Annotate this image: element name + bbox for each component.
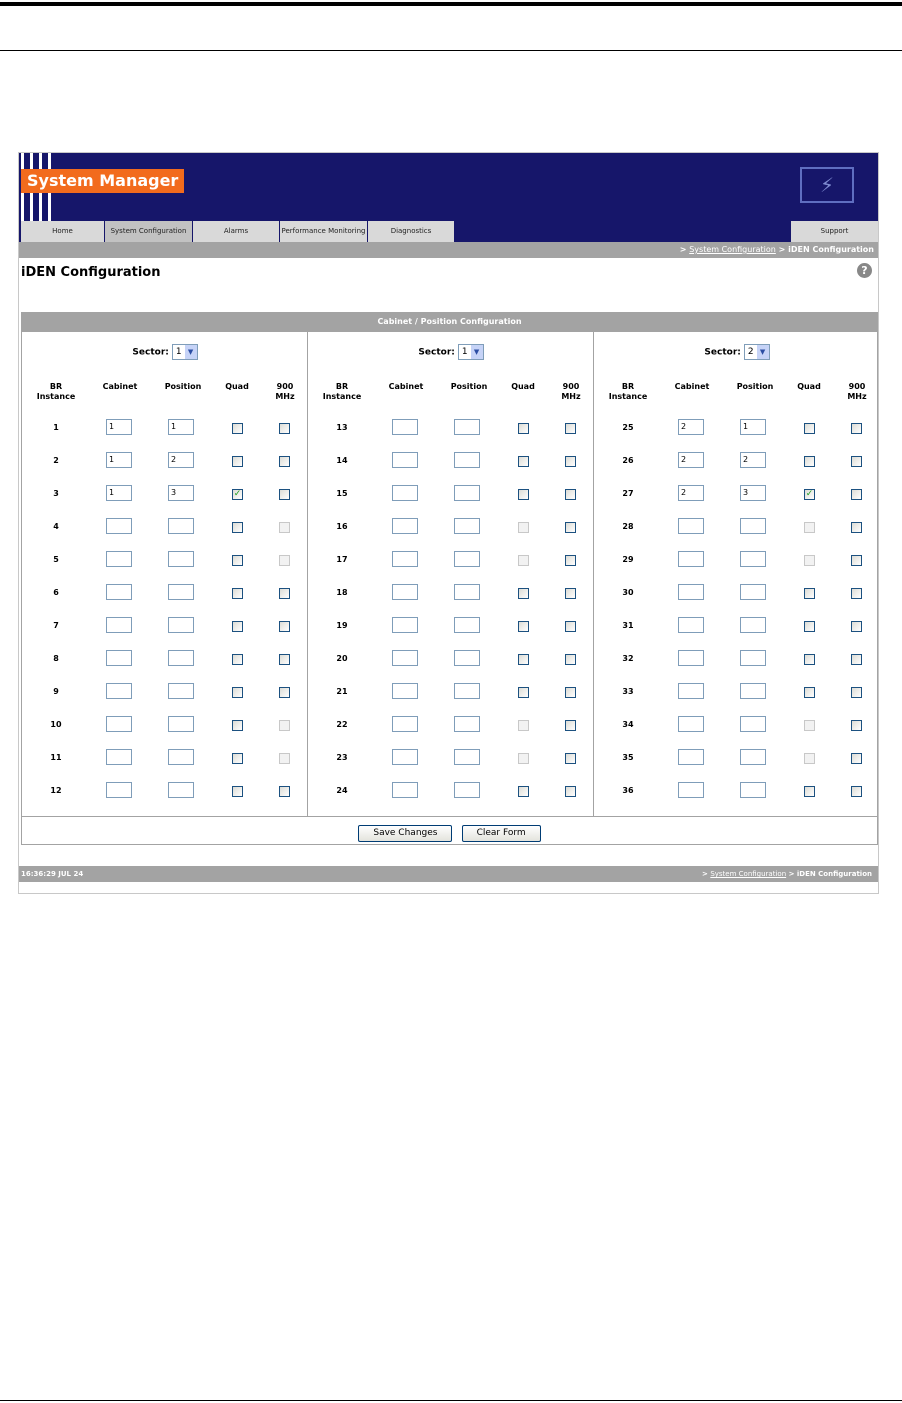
position-input[interactable] — [454, 584, 480, 600]
position-input[interactable]: 1 — [168, 419, 194, 435]
cabinet-input[interactable] — [106, 650, 132, 666]
900-mhz-checkbox[interactable] — [279, 621, 290, 632]
900-mhz-checkbox[interactable] — [851, 522, 862, 533]
cabinet-input[interactable] — [392, 452, 418, 468]
br-instance-number: 23 — [336, 753, 348, 762]
cabinet-input[interactable] — [106, 782, 132, 798]
900-mhz-checkbox[interactable] — [565, 786, 576, 797]
br-instance-number: 32 — [622, 654, 634, 663]
header-br-instance: BR Instance — [36, 382, 76, 401]
position-input[interactable]: 3 — [168, 485, 194, 501]
900-mhz-checkbox[interactable] — [279, 654, 290, 665]
position-input[interactable] — [454, 518, 480, 534]
br-instance-number: 36 — [622, 786, 634, 795]
br-instance-number: 33 — [622, 687, 634, 696]
br-instance-number: 29 — [622, 555, 634, 564]
quad-checkbox[interactable] — [232, 753, 243, 764]
form-buttons — [22, 820, 877, 842]
900-mhz-checkbox[interactable] — [851, 588, 862, 599]
cabinet-input[interactable] — [106, 551, 132, 567]
900-mhz-checkbox[interactable] — [279, 687, 290, 698]
br-instance-number: 22 — [336, 720, 348, 729]
900-mhz-checkbox[interactable] — [851, 456, 862, 467]
document-header-rule — [0, 50, 902, 51]
br-instance-number: 8 — [53, 654, 59, 663]
cabinet-input[interactable] — [392, 551, 418, 567]
section-header: Cabinet / Position Configuration — [21, 312, 878, 331]
tab-home[interactable]: Home — [21, 221, 105, 242]
position-input[interactable] — [740, 683, 766, 699]
900-mhz-checkbox[interactable] — [565, 654, 576, 665]
position-input[interactable] — [168, 683, 194, 699]
breadcrumb-link-system-configuration[interactable]: System Configuration — [689, 245, 776, 254]
position-input[interactable] — [454, 617, 480, 633]
900-mhz-checkbox[interactable] — [565, 489, 576, 500]
position-input[interactable] — [454, 452, 480, 468]
cabinet-input[interactable]: 1 — [106, 452, 132, 468]
footer-breadcrumb — [702, 866, 872, 882]
tab-alarms[interactable]: Alarms — [193, 221, 280, 242]
position-input[interactable]: 2 — [740, 452, 766, 468]
position-input[interactable] — [168, 650, 194, 666]
position-input[interactable] — [168, 716, 194, 732]
br-instance-number: 25 — [622, 423, 634, 432]
quad-checkbox[interactable] — [518, 522, 529, 533]
sector-label: Sector: — [418, 347, 455, 358]
document-bottom-rule — [0, 1400, 902, 1401]
sector-dropdown[interactable] — [172, 344, 198, 360]
900-mhz-checkbox[interactable] — [279, 423, 290, 434]
position-input[interactable] — [454, 419, 480, 435]
sector-dropdown[interactable] — [744, 344, 770, 360]
br-instance-number: 2 — [53, 456, 59, 465]
position-input[interactable] — [168, 617, 194, 633]
sector-column — [308, 332, 594, 816]
cabinet-input[interactable] — [392, 584, 418, 600]
footer-breadcrumb-separator: > — [702, 870, 708, 878]
cabinet-input[interactable] — [392, 782, 418, 798]
br-instance-number: 9 — [53, 687, 59, 696]
cabinet-input[interactable] — [678, 749, 704, 765]
cabinet-input[interactable] — [392, 518, 418, 534]
cabinet-input[interactable] — [392, 419, 418, 435]
quad-checkbox[interactable] — [518, 621, 529, 632]
900-mhz-checkbox[interactable] — [851, 489, 862, 500]
position-input[interactable] — [740, 650, 766, 666]
position-input[interactable] — [740, 716, 766, 732]
sector-selector — [308, 344, 594, 360]
header-position: Position — [450, 382, 488, 391]
footer-link-system-configuration[interactable]: System Configuration — [710, 870, 787, 878]
br-instance-number: 14 — [336, 456, 348, 465]
position-input[interactable] — [454, 782, 480, 798]
900-mhz-checkbox[interactable] — [279, 489, 290, 500]
position-input[interactable] — [740, 617, 766, 633]
cabinet-input[interactable]: 2 — [678, 452, 704, 468]
position-input[interactable] — [168, 584, 194, 600]
banner — [19, 153, 878, 221]
sector-dropdown[interactable] — [458, 344, 484, 360]
quad-checkbox[interactable] — [518, 687, 529, 698]
header-900-mhz: 900 MHz — [561, 382, 581, 401]
position-input[interactable] — [740, 584, 766, 600]
900-mhz-checkbox[interactable] — [851, 753, 862, 764]
br-instance-number: 3 — [53, 489, 59, 498]
cabinet-input[interactable] — [678, 782, 704, 798]
quad-checkbox[interactable] — [804, 687, 815, 698]
900-mhz-checkbox[interactable] — [279, 522, 290, 533]
quad-checkbox[interactable] — [232, 621, 243, 632]
cabinet-input[interactable]: 1 — [106, 485, 132, 501]
900-mhz-checkbox[interactable] — [565, 621, 576, 632]
position-input[interactable] — [740, 518, 766, 534]
900-mhz-checkbox[interactable] — [279, 720, 290, 731]
header-cabinet: Cabinet — [388, 382, 424, 391]
br-instance-number: 12 — [50, 786, 62, 795]
sector-label: Sector: — [132, 347, 169, 358]
quad-checkbox[interactable] — [804, 522, 815, 533]
tab-diagnostics[interactable]: Diagnostics — [368, 221, 455, 242]
br-instance-number: 24 — [336, 786, 348, 795]
900-mhz-checkbox[interactable] — [851, 423, 862, 434]
header-position: Position — [164, 382, 202, 391]
br-instance-number: 10 — [50, 720, 62, 729]
quad-checkbox[interactable]: ✓ — [805, 489, 814, 499]
header-position: Position — [736, 382, 774, 391]
900-mhz-checkbox[interactable] — [565, 423, 576, 434]
cabinet-input[interactable] — [106, 584, 132, 600]
cabinet-input[interactable] — [106, 617, 132, 633]
position-input[interactable]: 3 — [740, 485, 766, 501]
position-input[interactable] — [740, 551, 766, 567]
header-br-instance: BR Instance — [608, 382, 648, 401]
position-input[interactable]: 1 — [740, 419, 766, 435]
cabinet-input[interactable] — [678, 551, 704, 567]
footer-breadcrumb-current: > iDEN Configuration — [788, 870, 872, 878]
br-instance-number: 28 — [622, 522, 634, 531]
header-quad: Quad — [225, 382, 249, 391]
breadcrumb-current: > iDEN Configuration — [778, 245, 874, 254]
monitor-icon: ⚡ — [800, 167, 854, 203]
900-mhz-checkbox[interactable] — [565, 588, 576, 599]
cabinet-input[interactable] — [392, 650, 418, 666]
quad-checkbox[interactable] — [232, 654, 243, 665]
900-mhz-checkbox[interactable] — [565, 720, 576, 731]
header-cabinet: Cabinet — [102, 382, 138, 391]
br-instance-number: 13 — [336, 423, 348, 432]
900-mhz-checkbox[interactable] — [565, 687, 576, 698]
cabinet-input[interactable] — [106, 518, 132, 534]
app-logo: System Manager — [21, 169, 184, 193]
900-mhz-checkbox[interactable] — [851, 786, 862, 797]
page-title: iDEN Configuration — [21, 265, 161, 280]
quad-checkbox[interactable] — [518, 654, 529, 665]
cabinet-input[interactable] — [106, 749, 132, 765]
quad-checkbox[interactable] — [518, 588, 529, 599]
quad-checkbox[interactable] — [232, 555, 243, 566]
900-mhz-checkbox[interactable] — [851, 720, 862, 731]
quad-checkbox[interactable] — [232, 786, 243, 797]
900-mhz-checkbox[interactable] — [851, 654, 862, 665]
quad-checkbox[interactable] — [518, 456, 529, 467]
br-instance-number: 11 — [50, 753, 62, 762]
header-900-mhz: 900 MHz — [275, 382, 295, 401]
quad-checkbox[interactable] — [232, 522, 243, 533]
position-input[interactable] — [454, 551, 480, 567]
quad-checkbox[interactable] — [804, 456, 815, 467]
br-instance-number: 21 — [336, 687, 348, 696]
br-instance-number: 5 — [53, 555, 59, 564]
br-instance-number: 1 — [53, 423, 59, 432]
cabinet-input[interactable] — [678, 584, 704, 600]
900-mhz-checkbox[interactable] — [279, 456, 290, 467]
br-instance-number: 34 — [622, 720, 634, 729]
tab-bar — [19, 221, 878, 242]
position-input[interactable] — [454, 485, 480, 501]
cabinet-input[interactable] — [392, 716, 418, 732]
sector-column — [594, 332, 879, 816]
quad-checkbox[interactable] — [518, 423, 529, 434]
position-input[interactable] — [168, 551, 194, 567]
quad-checkbox[interactable] — [804, 654, 815, 665]
chevron-down-icon[interactable]: ▼ — [185, 345, 197, 359]
br-instance-number: 27 — [622, 489, 634, 498]
quad-checkbox[interactable] — [518, 720, 529, 731]
quad-checkbox[interactable] — [232, 456, 243, 467]
cabinet-input[interactable]: 2 — [678, 419, 704, 435]
br-instance-number: 20 — [336, 654, 348, 663]
sector-selector — [22, 344, 308, 360]
900-mhz-checkbox[interactable] — [851, 687, 862, 698]
br-instance-number: 30 — [622, 588, 634, 597]
quad-checkbox[interactable] — [518, 555, 529, 566]
quad-checkbox[interactable] — [804, 555, 815, 566]
900-mhz-checkbox[interactable] — [851, 621, 862, 632]
position-input[interactable] — [740, 749, 766, 765]
cabinet-input[interactable] — [678, 518, 704, 534]
cabinet-input[interactable] — [106, 716, 132, 732]
cabinet-input[interactable] — [678, 716, 704, 732]
quad-checkbox[interactable] — [804, 423, 815, 434]
cabinet-input[interactable] — [392, 683, 418, 699]
clear-form-button[interactable]: Clear Form — [462, 825, 541, 842]
900-mhz-checkbox[interactable] — [279, 786, 290, 797]
quad-checkbox[interactable] — [804, 720, 815, 731]
900-mhz-checkbox[interactable] — [279, 753, 290, 764]
quad-checkbox[interactable] — [232, 423, 243, 434]
br-instance-number: 19 — [336, 621, 348, 630]
document-top-rule — [0, 2, 902, 6]
br-instance-number: 7 — [53, 621, 59, 630]
br-instance-number: 35 — [622, 753, 634, 762]
position-input[interactable] — [454, 749, 480, 765]
position-input[interactable] — [454, 716, 480, 732]
timestamp: 16:36:29 JUL 24 — [21, 870, 84, 878]
cabinet-input[interactable] — [106, 683, 132, 699]
quad-checkbox[interactable] — [232, 588, 243, 599]
sector-label: Sector: — [704, 347, 741, 358]
tab-system-configuration[interactable]: System Configuration — [105, 221, 193, 242]
cabinet-input[interactable] — [392, 485, 418, 501]
br-instance-number: 26 — [622, 456, 634, 465]
br-instance-number: 16 — [336, 522, 348, 531]
900-mhz-checkbox[interactable] — [279, 588, 290, 599]
quad-checkbox[interactable] — [518, 489, 529, 500]
quad-checkbox[interactable] — [232, 687, 243, 698]
position-input[interactable] — [168, 749, 194, 765]
sector-value: 1 — [461, 347, 468, 357]
cabinet-input[interactable]: 1 — [106, 419, 132, 435]
900-mhz-checkbox[interactable] — [565, 522, 576, 533]
position-input[interactable] — [740, 782, 766, 798]
br-instance-number: 17 — [336, 555, 348, 564]
chevron-down-icon[interactable]: ▼ — [471, 345, 483, 359]
position-input[interactable] — [454, 683, 480, 699]
quad-checkbox[interactable] — [804, 621, 815, 632]
quad-checkbox[interactable] — [804, 588, 815, 599]
status-footer — [19, 866, 878, 882]
quad-checkbox[interactable]: ✓ — [233, 489, 242, 499]
sector-column — [22, 332, 308, 816]
position-input[interactable] — [454, 650, 480, 666]
header-cabinet: Cabinet — [674, 382, 710, 391]
br-instance-number: 6 — [53, 588, 59, 597]
chevron-down-icon[interactable]: ▼ — [757, 345, 769, 359]
position-input[interactable] — [168, 518, 194, 534]
br-instance-number: 18 — [336, 588, 348, 597]
900-mhz-checkbox[interactable] — [565, 456, 576, 467]
sector-selector — [594, 344, 879, 360]
br-instance-number: 31 — [622, 621, 634, 630]
header-quad: Quad — [511, 382, 535, 391]
header-br-instance: BR Instance — [322, 382, 362, 401]
header-quad: Quad — [797, 382, 821, 391]
cabinet-input[interactable] — [678, 617, 704, 633]
br-instance-number: 15 — [336, 489, 348, 498]
quad-checkbox[interactable] — [232, 720, 243, 731]
900-mhz-checkbox[interactable] — [565, 753, 576, 764]
system-manager-window — [18, 152, 879, 894]
header-900-mhz: 900 MHz — [847, 382, 867, 401]
breadcrumb-separator: > — [679, 245, 687, 254]
tab-performance-monitoring[interactable]: Performance Monitoring — [280, 221, 368, 242]
quad-checkbox[interactable] — [518, 753, 529, 764]
quad-checkbox[interactable] — [518, 786, 529, 797]
save-changes-button[interactable]: Save Changes — [358, 825, 452, 842]
quad-checkbox[interactable] — [804, 753, 815, 764]
quad-checkbox[interactable] — [804, 786, 815, 797]
br-instance-number: 4 — [53, 522, 59, 531]
cabinet-input[interactable] — [392, 749, 418, 765]
900-mhz-checkbox[interactable] — [851, 555, 862, 566]
900-mhz-checkbox[interactable] — [279, 555, 290, 566]
sector-value: 2 — [747, 347, 754, 357]
cabinet-input[interactable]: 2 — [678, 485, 704, 501]
breadcrumb — [19, 242, 878, 258]
help-icon[interactable]: ? — [857, 263, 872, 278]
cabinet-position-form — [21, 331, 878, 845]
cabinet-input[interactable] — [678, 683, 704, 699]
position-input[interactable]: 2 — [168, 452, 194, 468]
form-divider — [22, 816, 877, 817]
900-mhz-checkbox[interactable] — [565, 555, 576, 566]
cabinet-input[interactable] — [678, 650, 704, 666]
tab-support[interactable]: Support — [791, 221, 879, 242]
position-input[interactable] — [168, 782, 194, 798]
cabinet-input[interactable] — [392, 617, 418, 633]
sector-value: 1 — [175, 347, 182, 357]
